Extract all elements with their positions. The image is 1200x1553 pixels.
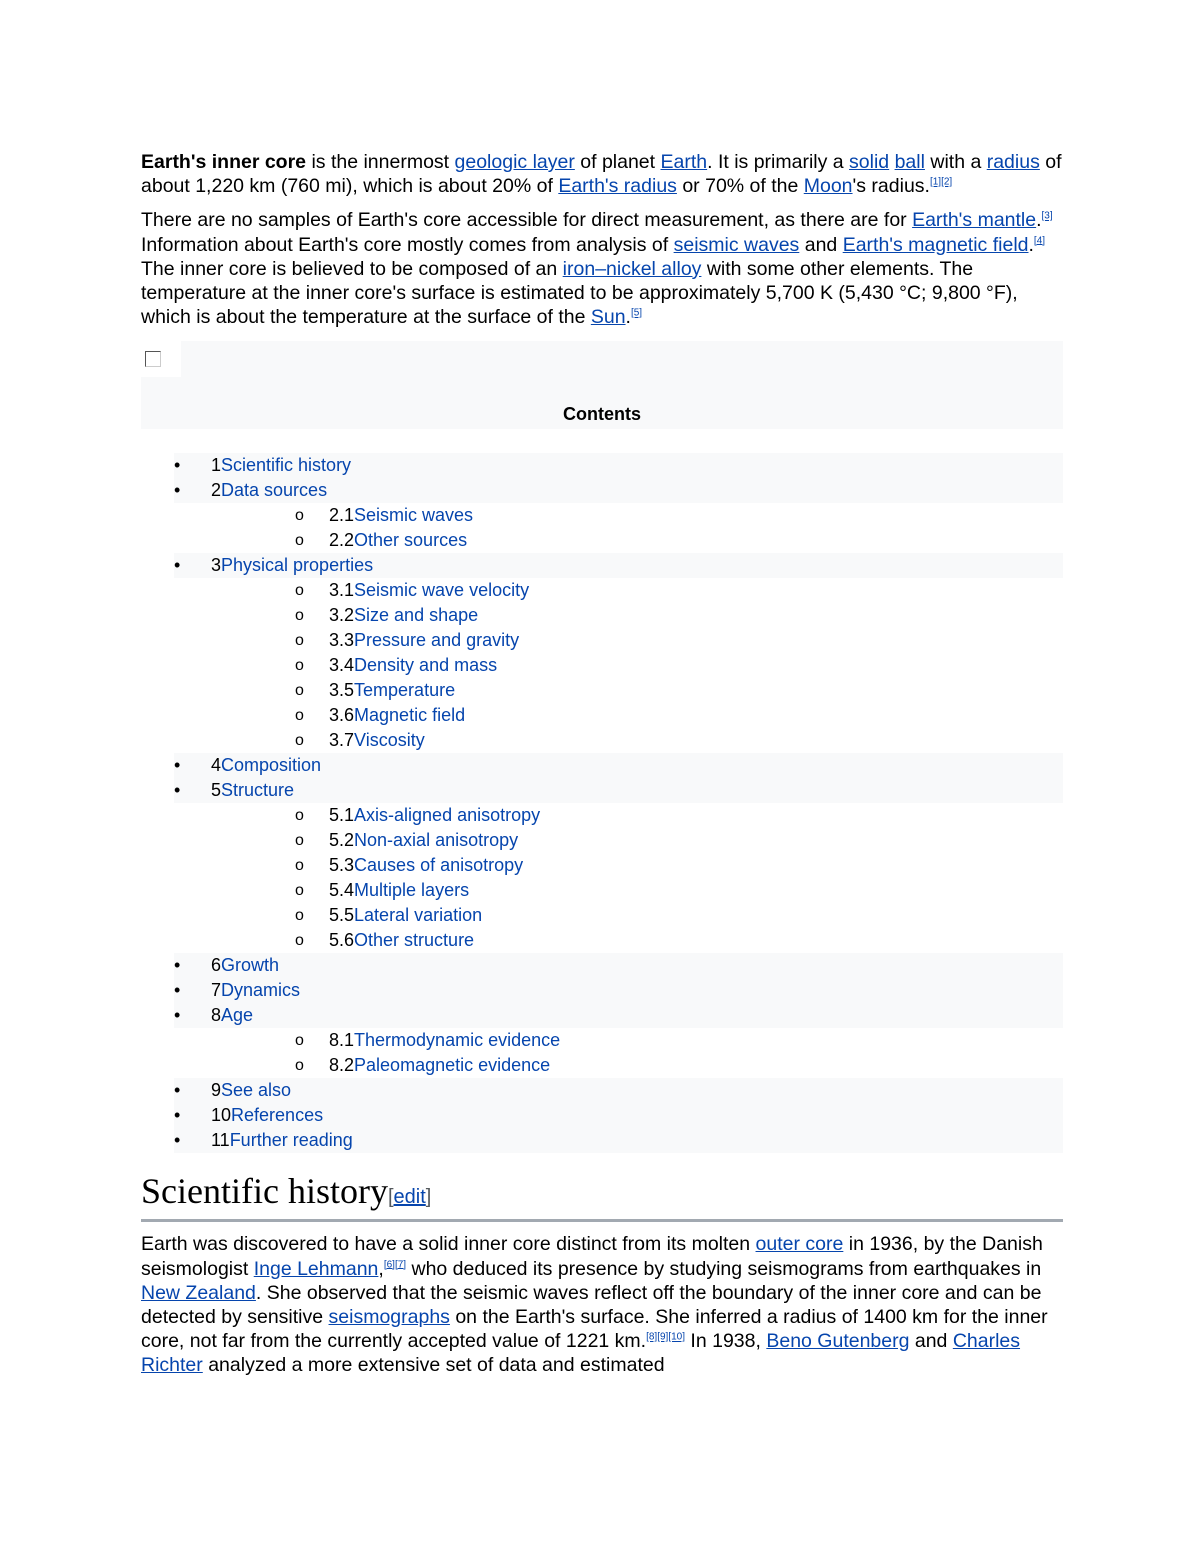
toc-link[interactable]: Further reading [229,1130,353,1151]
toc-item[interactable] [141,928,1063,953]
toc-item[interactable] [141,603,1063,628]
toc-number: 3 [211,555,222,576]
toc-number: 2.2 [329,530,355,551]
toc-link[interactable]: Data sources [221,480,328,501]
toc-number: 6 [211,955,222,976]
table-of-contents [141,341,1063,429]
section-heading-scientific-history: Scientific history[edit] [141,1171,1063,1222]
toc-entry[interactable] [329,578,529,603]
toc-number: 5.5 [329,905,355,926]
toc-entry[interactable] [211,778,294,803]
toc-bullet: o [295,632,304,650]
toc-number: 5.1 [329,805,355,826]
link-beno-gutenberg[interactable]: Beno Gutenberg [766,1330,910,1353]
toc-entry[interactable] [211,1078,291,1103]
toc-item[interactable] [174,753,1063,778]
toc-item[interactable] [141,853,1063,878]
toc-number: 10 [211,1105,232,1126]
toc-number: 5.4 [329,880,355,901]
toc-link[interactable]: Seismic waves [354,505,474,526]
link-seismic-waves[interactable]: seismic waves [673,233,800,256]
citation-link[interactable]: [8][9][10] [646,1331,686,1343]
toc-entry[interactable] [211,953,279,978]
toc-number: 9 [211,1080,222,1101]
toc-number: 8 [211,1005,222,1026]
toc-link[interactable]: Physical properties [221,555,374,576]
toc-link[interactable]: Temperature [354,680,456,701]
toc-link[interactable]: Age [221,1005,254,1026]
toc-entry[interactable] [211,478,327,503]
toc-item[interactable] [174,953,1063,978]
link-earths-radius[interactable]: Earth's radius [558,175,677,198]
toc-number: 3.6 [329,705,355,726]
toc-link[interactable]: Viscosity [354,730,425,751]
toc-item[interactable] [141,528,1063,553]
toc-entry[interactable] [211,978,300,1003]
link-solid[interactable]: solid [849,151,890,173]
toc-item[interactable] [141,828,1063,853]
toc-item[interactable] [141,1028,1063,1053]
toc-number: 7 [211,980,222,1001]
toc-link[interactable]: Density and mass [354,655,498,676]
edit-link[interactable]: edit [393,1186,426,1209]
toc-number: 3.2 [329,605,355,626]
toc-item[interactable] [141,903,1063,928]
citation-link[interactable]: [6][7] [383,1259,407,1271]
toc-bullet: o [295,657,304,675]
toc-bullet: o [295,607,304,625]
link-radius[interactable]: radius [986,151,1040,173]
toc-bullet: • [174,555,181,576]
toc-item[interactable] [141,578,1063,603]
toc-entry[interactable] [329,728,425,753]
toc-link[interactable]: Paleomagnetic evidence [354,1055,551,1076]
edit-section: [edit] [387,1186,432,1209]
link-earths-mantle[interactable]: Earth's mantle [912,209,1037,232]
toc-link[interactable]: Non-axial anisotropy [354,830,519,851]
link-earth[interactable]: Earth [660,151,708,173]
toc-bullet: • [174,1080,181,1101]
citation-link[interactable]: [5] [630,307,643,319]
toc-bullet: • [174,1005,181,1026]
link-moon[interactable]: Moon [803,175,853,198]
toc-link[interactable]: References [231,1105,324,1126]
toc-item[interactable] [174,978,1063,1003]
toc-toggle[interactable] [141,341,181,377]
history-paragraph: Earth was discovered to have a solid inner core distinct from its molten outer core in 1936, by the Danish seismologist Inge Lehmann,[6][7] who deduced its presence by studying seismograms from earthquakes in New Zealand. She observed that the seismic waves reflect off the boundary of the inner core and can be detected by sensitive seismographs on the Earth's surface. She inferred a radius of 1400 km for the inner core, not far from the currently accepted value of 1221 km.[8][9][10] In 1938, Beno Gutenberg and Charles Richter analyzed a more extensive set of data and estimated [141,1233,1048,1377]
toc-number: 1 [211,455,222,476]
toc-bullet: • [174,955,181,976]
toc-bullet: o [295,832,304,850]
toc-bullet: • [174,780,181,801]
toc-bullet: • [174,755,181,776]
toc-bullet: o [295,907,304,925]
link-charles-richter[interactable]: Charles Richter [141,1330,1021,1377]
toc-entry[interactable] [211,1128,353,1153]
toc-entry[interactable] [329,853,523,878]
toc-bullet: • [174,480,181,501]
toc-entry[interactable] [329,903,482,928]
toc-link[interactable]: Seismic wave velocity [354,580,530,601]
toc-item[interactable] [141,803,1063,828]
toc-number: 3.5 [329,680,355,701]
toc-title: Contents [563,404,641,425]
link-geologic-layer[interactable]: geologic layer [454,151,575,173]
toc-item[interactable] [174,778,1063,803]
toc-bullet: • [174,1130,181,1151]
toc-bullet: o [295,707,304,725]
toc-bullet: • [174,455,181,476]
toc-item[interactable] [174,1128,1063,1153]
toc-entry[interactable] [329,528,467,553]
toc-link[interactable]: Size and shape [354,605,479,626]
toc-bullet: o [295,1032,304,1050]
toc-item[interactable] [174,478,1063,503]
toc-entry[interactable] [329,878,469,903]
toc-bullet: o [295,807,304,825]
toc-bullet: o [295,682,304,700]
toc-item[interactable] [174,453,1063,478]
toc-entry[interactable] [211,753,321,778]
toc-entry[interactable] [329,828,518,853]
link-iron-nickel-alloy[interactable]: iron–nickel alloy [562,257,702,280]
toc-link[interactable]: Scientific history [221,455,352,476]
link-sun[interactable]: Sun [590,306,626,329]
toc-item[interactable] [174,1003,1063,1028]
toc-link[interactable]: Growth [221,955,280,976]
toc-bullet: o [295,732,304,750]
toc-link[interactable]: Causes of anisotropy [354,855,524,876]
citation-link[interactable]: [3] [1041,210,1053,222]
toc-bullet: o [295,507,304,525]
toc-entry[interactable] [329,628,519,653]
toc-entry[interactable] [211,453,351,478]
toc-number: 2.1 [329,505,355,526]
toc-item[interactable] [141,703,1063,728]
toc-item[interactable] [174,553,1063,578]
link-ball[interactable]: ball [894,151,925,173]
toc-number: 3.1 [329,580,355,601]
article-page [141,150,1063,1388]
toc-entry[interactable] [329,653,497,678]
toc-link[interactable]: Multiple layers [354,880,470,901]
toc-item[interactable] [141,1053,1063,1078]
link-new-zealand[interactable]: New Zealand [141,1281,256,1304]
toc-link[interactable]: Axis-aligned anisotropy [354,805,541,826]
citation-link[interactable]: [1][2] [929,176,953,188]
toc-item[interactable] [141,628,1063,653]
toc-item[interactable] [141,878,1063,903]
toc-entry[interactable] [329,678,455,703]
toc-item[interactable] [141,728,1063,753]
link-earths-magnetic-field[interactable]: Earth's magnetic field [842,233,1029,256]
toc-item[interactable] [141,653,1063,678]
toc-link[interactable]: Other structure [354,930,475,951]
toc-bullet: o [295,932,304,950]
toc-entry[interactable] [329,1053,550,1078]
toc-link[interactable]: Other sources [354,530,468,551]
toc-number: 3.4 [329,655,355,676]
toc-entry[interactable] [329,1028,560,1053]
article-subject: Earth's inner core [141,151,307,173]
toc-number: 4 [211,755,222,776]
toc-bullet: o [295,857,304,875]
toc-bullet: o [295,1057,304,1075]
toc-item[interactable] [141,678,1063,703]
toc-toggle-checkbox-icon[interactable] [145,351,161,367]
toc-number: 8.2 [329,1055,355,1076]
toc-entry[interactable] [329,703,465,728]
toc-number: 2 [211,480,222,501]
toc-entry[interactable] [329,803,540,828]
toc-number: 5.6 [329,930,355,951]
citation-link[interactable]: [4] [1033,235,1046,247]
toc-link[interactable]: Dynamics [221,980,301,1001]
toc-number: 11 [211,1130,230,1151]
toc-number: 3.7 [329,730,355,751]
toc-link[interactable]: Composition [221,755,322,776]
toc-item[interactable] [174,1103,1063,1128]
toc-bullet: o [295,532,304,550]
link-seismographs[interactable]: seismographs [328,1306,450,1329]
toc-link[interactable]: Magnetic field [354,705,466,726]
toc-entry[interactable] [329,503,473,528]
toc-number: 3.3 [329,630,355,651]
toc-bullet: • [174,1105,181,1126]
toc-item[interactable] [174,1078,1063,1103]
toc-list [141,453,1063,1153]
toc-number: 5.3 [329,855,355,876]
link-outer-core[interactable]: outer core [755,1233,844,1256]
toc-entry[interactable] [329,603,478,628]
toc-entry[interactable] [329,928,474,953]
toc-link[interactable]: Pressure and gravity [354,630,520,651]
toc-link[interactable]: Structure [221,780,295,801]
toc-entry[interactable] [211,553,373,578]
toc-bullet: • [174,980,181,1001]
intro-paragraph-1: Earth's inner core is the innermost geologic layer of planet Earth. It is primarily a solid ball with a radius of about 1,220 km (760 mi), which is about 20% of Earth's radius or 70% of the Moon's radius.[1][2] [141,151,1062,198]
toc-number: 5 [211,780,222,801]
toc-number: 5.2 [329,830,355,851]
toc-entry[interactable] [211,1103,323,1128]
link-inge-lehmann[interactable]: Inge Lehmann [253,1257,379,1280]
intro-paragraph-2: There are no samples of Earth's core accessible for direct measurement, as there are for Earth's mantle.[3] Information about Earth's core mostly comes from analysis of seismic waves and Earth's magnetic field.[4] The inner core is believed to be composed of an iron–nickel alloy with some other elements. The temperature at the inner core's surface is estimated to be approximately 5,700 K (5,430 °C; 9,800 °F), which is about the temperature at the surface of the Sun.[5] [141,209,1053,329]
toc-number: 8.1 [329,1030,355,1051]
toc-bullet: o [295,882,304,900]
toc-link[interactable]: Lateral variation [354,905,483,926]
toc-link[interactable]: Thermodynamic evidence [354,1030,561,1051]
toc-entry[interactable] [211,1003,253,1028]
toc-link[interactable]: See also [221,1080,292,1101]
toc-item[interactable] [141,503,1063,528]
toc-bullet: o [295,582,304,600]
